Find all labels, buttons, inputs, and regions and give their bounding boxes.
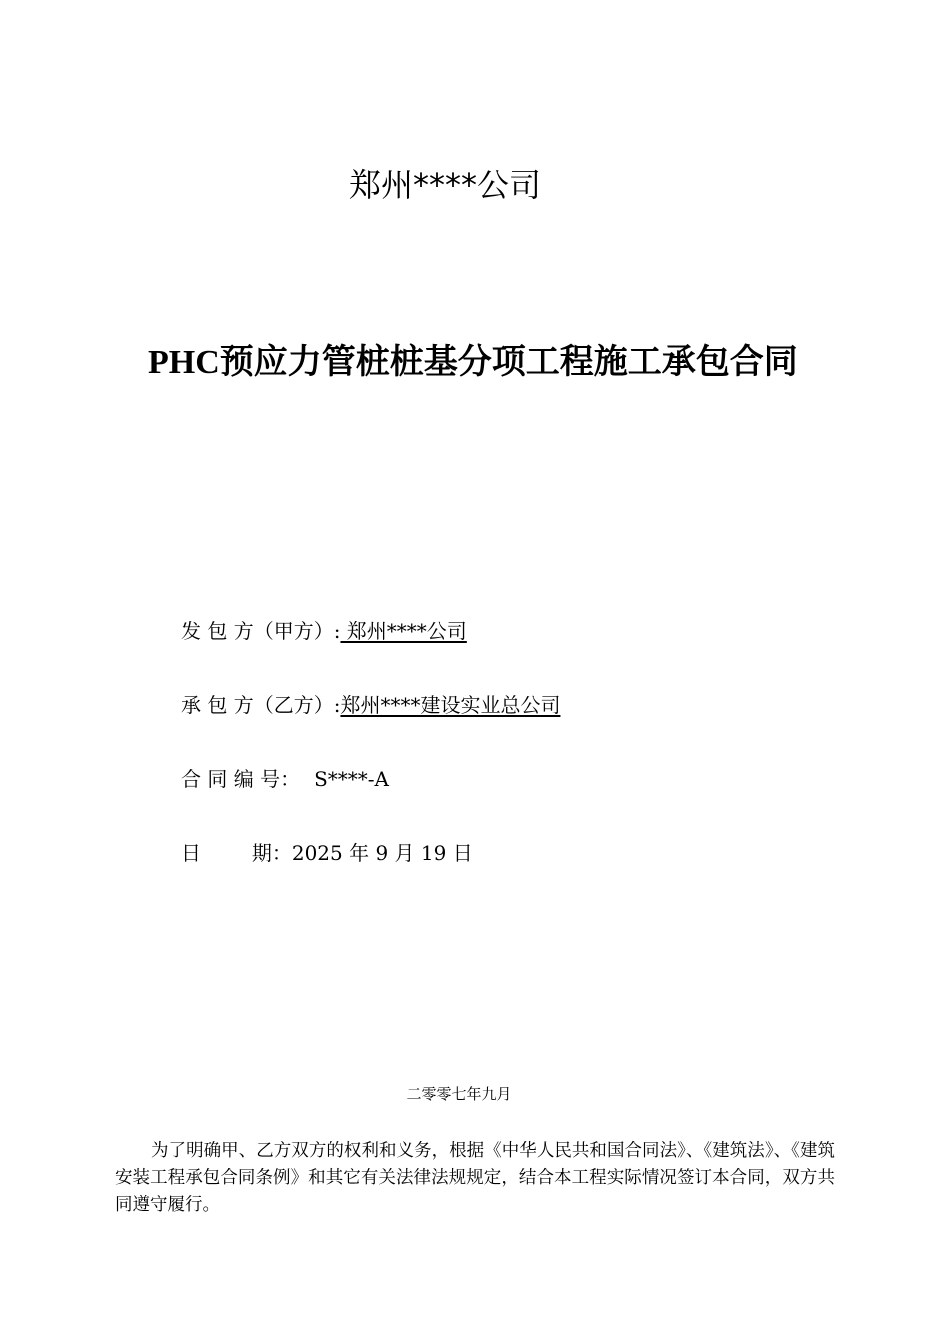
party-b-value: 郑州****建设实业总公司 <box>340 693 561 717</box>
contract-title-main: 预应力管桩桩基分项工程施工承包合同 <box>219 342 798 382</box>
party-a-row <box>181 617 781 691</box>
contract-title-prefix: PHC <box>148 344 220 381</box>
date-value: 2025 年 9 月 19 日 <box>291 841 473 865</box>
company-heading: 郑州****公司 <box>348 166 541 204</box>
contract-number-value: S****-A <box>314 767 389 791</box>
party-a-label: 发 包 方（甲方）: <box>181 619 341 643</box>
contract-title <box>148 334 888 383</box>
preamble-paragraph: 为了明确甲、乙方双方的权利和义务，根据《中华人民共和国合同法》、《建筑法》、《建筑安装工程承包合同条例》和其它有关法律法规规定，结合本工程实际情况签订本合同，双方共同遵守履行。 <box>115 1141 835 1215</box>
contract-info-block <box>181 617 781 913</box>
date-row <box>181 839 781 913</box>
date-label: 日 期： <box>181 841 292 865</box>
party-b-row <box>181 691 781 765</box>
issue-month-line: 二零零七年九月 <box>406 1085 512 1103</box>
party-b-label: 承 包 方（乙方）: <box>181 693 341 717</box>
party-a-value: 郑州****公司 <box>340 619 467 643</box>
contract-number-label: 合 同 编 号： <box>181 767 301 791</box>
contract-number-row <box>181 765 781 839</box>
